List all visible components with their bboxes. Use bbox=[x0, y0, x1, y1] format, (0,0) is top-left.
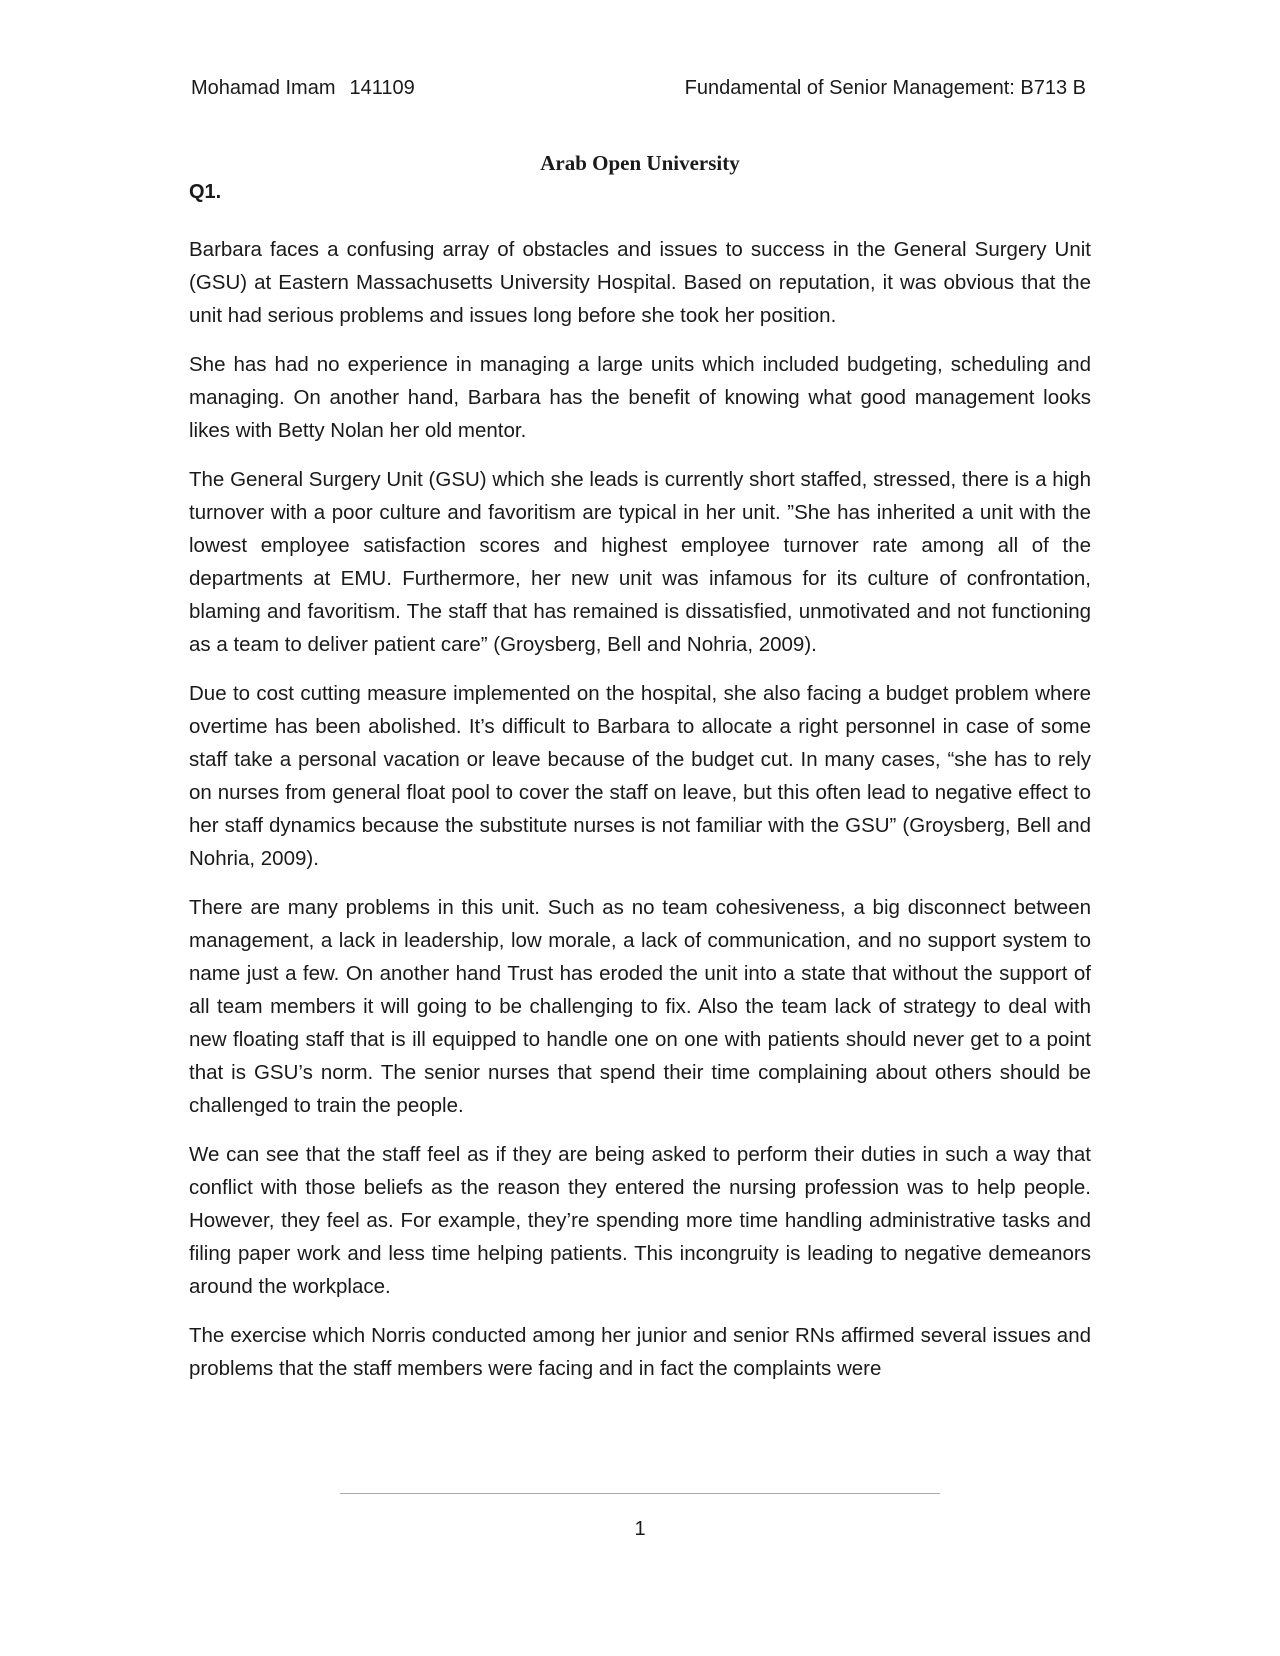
body-paragraph: Barbara faces a confusing array of obstacles and issues to success in the General Surgery Unit (GSU) at Eastern Massachusetts University Hospital. Based on reputation, it was obvious that the unit had serious problems and issues long before she took her position. bbox=[189, 238, 1091, 327]
header-course-title: Fundamental of Senior Management: B713 B bbox=[684, 77, 1086, 99]
header-author-name: Mohamad Imam bbox=[191, 77, 336, 99]
body-paragraph: She has had no experience in managing a large units which included budgeting, scheduling and managing. On another hand, Barbara has the benefit of knowing what good management looks likes with Betty Nolan her old mentor. bbox=[189, 353, 1091, 442]
page-number: 1 bbox=[634, 1518, 646, 1540]
document-body bbox=[189, 233, 1091, 1401]
header-author-block bbox=[191, 77, 415, 100]
footer-divider bbox=[340, 1493, 940, 1494]
body-paragraph: We can see that the staff feel as if they are being asked to perform their duties in such a way that conflict with those beliefs as the reason they entered the nursing profession was to help people. However, they feel as. For example, they’re spending more time handling administrative tasks and filing paper work and less time helping patients. This incongruity is leading to negative demeanors around the workplace. bbox=[189, 1143, 1091, 1298]
body-paragraph: There are many problems in this unit. Such as no team cohesiveness, a big disconnect between management, a lack in leadership, low morale, a lack of communication, and no support system to name just a few. On another hand Trust has eroded the unit into a state that without the support of all team members it will going to be challenging to fix. Also the team lack of strategy to deal with new floating staff that is ill equipped to handle one on one with patients should never get to a point that is GSU’s norm. The senior nurses that spend their time complaining about others should be challenged to train the people. bbox=[189, 896, 1091, 1117]
question-label: Q1. bbox=[189, 181, 222, 203]
header-student-id: 141109 bbox=[349, 77, 415, 99]
body-paragraph: Due to cost cutting measure implemented on the hospital, she also facing a budget problem where overtime has been abolished. It’s difficult to Barbara to allocate a right personnel in case of some staff take a personal vacation or leave because of the budget cut. In many cases, “she has to rely on nurses from general float pool to cover the staff on leave, but this often lead to negative effect to her staff dynamics because the substitute nurses is not familiar with the GSU” (Groysberg, Bell and Nohria, 2009). bbox=[189, 682, 1091, 870]
body-paragraph: The exercise which Norris conducted among her junior and senior RNs affirmed several issues and problems that the staff members were facing and in fact the complaints were bbox=[189, 1324, 1091, 1380]
body-paragraph: The General Surgery Unit (GSU) which she leads is currently short staffed, stressed, there is a high turnover with a poor culture and favoritism are typical in her unit. ”She has inherited a unit with the lowest employee satisfaction scores and highest employee turnover rate among all of the departments at EMU. Furthermore, her new unit was infamous for its culture of confrontation, blaming and favoritism. The staff that has remained is dissatisfied, unmotivated and not functioning as a team to deliver patient care” (Groysberg, Bell and Nohria, 2009). bbox=[189, 468, 1091, 656]
document-title: Arab Open University bbox=[540, 151, 740, 175]
